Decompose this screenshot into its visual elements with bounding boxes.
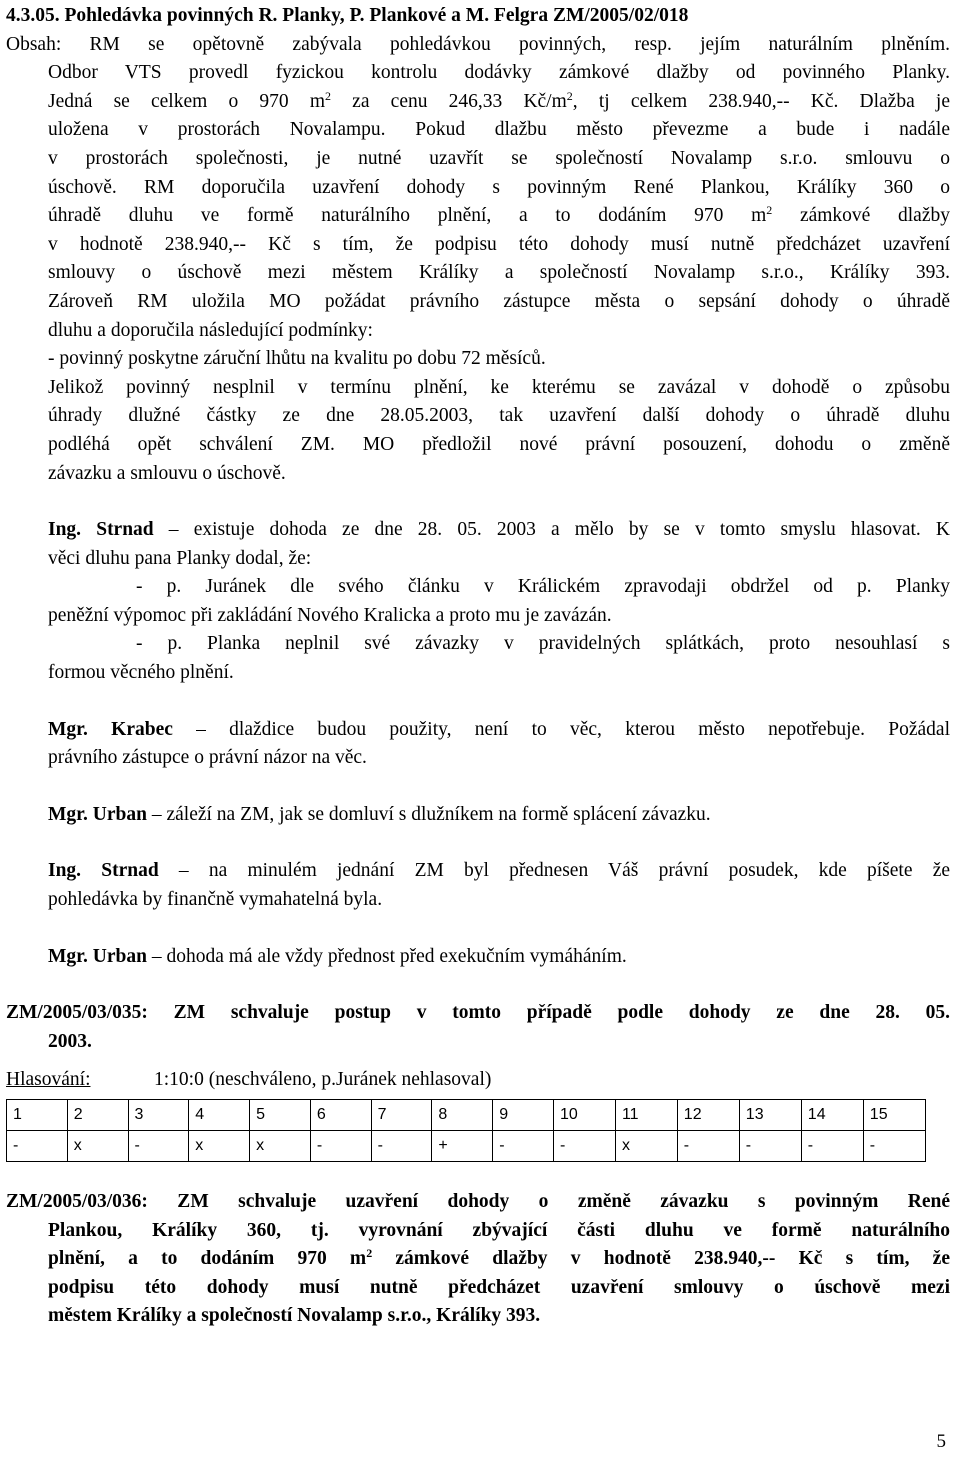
speaker-strnad-2: Ing. Strnad – na minulém jednání ZM byl přednesen Váš právní posudek, kde píšete že pohledávka by finančně vymahatelná byla. <box>6 857 950 914</box>
vote-mark-cell: x <box>250 1131 311 1162</box>
text-line: v hodnotě 238.940,-- Kč s tím, že podpisu této dohody musí nutně předcházet uzavření <box>48 233 950 255</box>
vote-mark-cell: - <box>7 1131 68 1162</box>
vote-mark-row <box>7 1131 926 1162</box>
text-line: věci dluhu pana Planky dodal, že: <box>48 547 312 569</box>
speaker-urban-2: Mgr. Urban – dohoda má ale vždy přednost před exekučním vymáháním. <box>48 945 627 967</box>
text-line: dluhu a doporučila následující podmínky: <box>48 319 373 341</box>
speaker-name: Krabec <box>111 718 173 740</box>
speaker-krabec: Mgr. Krabec – dlaždice budou použity, není to věc, kterou město nepotřebuje. Požádal právního zástupce o právní názor na věc. <box>6 716 950 773</box>
vote-result: 1:10:0 (neschváleno, p.Juránek nehlasoval) <box>154 1069 492 1091</box>
vote-number-row <box>7 1100 926 1131</box>
vote-mark-cell: - <box>553 1131 615 1162</box>
vote-number-cell: 6 <box>310 1100 371 1131</box>
speaker-title: Mgr. <box>48 803 88 825</box>
text-line: v prostorách společnosti, je nutné uzavřít se společností Novalamp s.r.o. smlouvu o <box>48 147 950 169</box>
speaker-title: Ing. <box>48 519 82 541</box>
text-line: Plankou, Králíky 360, tj. vyrovnání zbývající části dluhu ve formě naturálního <box>48 1219 950 1241</box>
text-line: podléhá opět schválení ZM. MO předložil nové právní posouzení, dohodu o změně <box>48 433 950 455</box>
speaker-name: Urban <box>92 945 147 967</box>
text-line: podpisu této dohody musí nutně předcházet uzavření smlouvy o úschově mezi <box>48 1276 950 1298</box>
speaker-title: Mgr. <box>48 945 88 967</box>
text-line: úhradě dluhu ve formě naturálního plnění, a to dodáním 970 $m^2$ zámkové dlažby <box>48 203 950 227</box>
text-line: plnění, a to dodáním 970 $m^2$ zámkové dlažby v hodnotě 238.940,-- Kč s tím, že <box>48 1246 950 1270</box>
obsah-paragraph <box>6 31 950 489</box>
text-line: Odbor VTS provedl fyzickou kontrolu dodávky zámkové dlažby od povinného Planky. <box>48 62 950 84</box>
vote-mark-cell: - <box>371 1131 432 1162</box>
section-heading: 4.3.05. Pohledávka povinných R. Planky, P. Plankové a M. Felgra ZM/2005/02/018 <box>6 5 689 26</box>
text-line: závazku a smlouvu o úschově. <box>48 462 286 484</box>
vote-summary <box>6 1066 950 1095</box>
text-line: úschově. RM doporučila uzavření dohody s povinným René Plankou, Králíky 360 o <box>48 176 950 198</box>
document-page <box>6 0 950 1331</box>
vote-mark-cell: x <box>67 1131 128 1162</box>
vote-number-cell: 9 <box>493 1100 554 1131</box>
text-line: městem Králíky a společností Novalamp s.r.o., Králíky 393. <box>48 1305 541 1327</box>
speaker-urban-1: Mgr. Urban – záleží na ZM, jak se domluví s dlužníkem na formě splácení závazku. <box>48 803 711 825</box>
vote-number-cell: 13 <box>739 1100 801 1131</box>
vote-mark-cell: + <box>432 1131 493 1162</box>
text-line: peněžní výpomoc při zakládání Nového Kralicka a proto mu je zavázán. <box>48 604 612 626</box>
vote-number-cell: 10 <box>553 1100 615 1131</box>
text-line: ZM/2005/03/036: ZM schvaluje uzavření dohody o změně závazku s povinným René <box>6 1191 950 1212</box>
text-line: - p. Juránek dle svého článku v Králickém zpravodaji obdržel od p. Planky <box>136 576 950 598</box>
speaker-title: Ing. <box>48 860 82 882</box>
vote-mark-cell: - <box>493 1131 554 1162</box>
vote-table <box>6 1099 926 1162</box>
vote-mark-cell: - <box>801 1131 863 1162</box>
vote-number-cell: 1 <box>7 1100 68 1131</box>
vote-mark-cell: - <box>128 1131 189 1162</box>
speaker-title: Mgr. <box>48 718 88 740</box>
vote-number-cell: 3 <box>128 1100 189 1131</box>
text-line: Obsah: RM se opětovně zabývala pohledávkou povinných, resp. jejím naturálním plněním. <box>6 33 950 55</box>
resolution-035 <box>6 999 950 1056</box>
text-line: 2003. <box>48 1030 92 1052</box>
text-line: ZM/2005/03/035: ZM schvaluje postup v tomto případě podle dohody ze dne 28. 05. <box>6 1002 950 1024</box>
vote-label: Hlasování: <box>6 1069 91 1091</box>
text-line: pohledávka by finančně vymahatelná byla. <box>48 889 383 911</box>
text-line: Zároveň RM uložila MO požádat právního zástupce města o sepsání dohody o úhradě <box>48 290 950 312</box>
speaker-name: Urban <box>92 803 147 825</box>
vote-mark-cell: x <box>615 1131 677 1162</box>
vote-number-cell: 5 <box>250 1100 311 1131</box>
speaker-name: Strnad <box>96 519 154 541</box>
vote-number-cell: 11 <box>615 1100 677 1131</box>
vote-mark-cell: x <box>189 1131 250 1162</box>
text-line: formou věcného plnění. <box>48 662 234 684</box>
text-line: Jedná se celkem o 970 $m^2$ za cenu 246,33 $Kč/m^2$, tj celkem 238.940,-- Kč. Dlažba je <box>48 88 950 112</box>
speaker-name: Strnad <box>101 860 159 882</box>
vote-number-cell: 12 <box>677 1100 739 1131</box>
vote-mark-cell: - <box>310 1131 371 1162</box>
vote-number-cell: 15 <box>863 1100 925 1131</box>
vote-number-cell: 14 <box>801 1100 863 1131</box>
vote-mark-cell: - <box>863 1131 925 1162</box>
page-number: 5 <box>936 1431 946 1452</box>
vote-mark-cell: - <box>677 1131 739 1162</box>
vote-number-cell: 8 <box>432 1100 493 1131</box>
vote-mark-cell: - <box>739 1131 801 1162</box>
text-line: - povinný poskytne záruční lhůtu na kvalitu po dobu 72 měsíců. <box>48 348 546 370</box>
speaker-strnad-1: Ing. Strnad – existuje dohoda ze dne 28. 05. 2003 a mělo by se v tomto smyslu hlasovat. K věci dluhu pana Planky dodal, že: - p. Juránek dle svého článku v Králickém zpravodaji obdržel od p. Planky peněžní výpomoc při zakládání Nového Kralicka a proto mu je zavázán. - p. Planka neplnil své závazky v pravidelných splátkách, proto nesouhlasí s formou věcného plnění. <box>6 516 950 688</box>
text-line: právního zástupce o právní názor na věc. <box>48 747 367 769</box>
vote-number-cell: 4 <box>189 1100 250 1131</box>
text-line: úhrady dlužné částky ze dne 28.05.2003, tak uzavření další dohody o úhradě dluhu <box>48 405 950 427</box>
vote-number-cell: 7 <box>371 1100 432 1131</box>
text-line: Jelikož povinný nesplnil v termínu plnění, ke kterému se zavázal v dohodě o způsobu <box>48 376 950 398</box>
text-line: - p. Planka neplnil své závazky v pravidelných splátkách, proto nesouhlasí s <box>136 633 950 655</box>
resolution-036 <box>6 1188 950 1331</box>
vote-number-cell: 2 <box>67 1100 128 1131</box>
text-line: smlouvy o úschově mezi městem Králíky a společností Novalamp s.r.o., Králíky 393. <box>48 262 950 284</box>
text-line: uložena v prostorách Novalampu. Pokud dlažbu město převezme a bude i nadále <box>48 119 950 141</box>
